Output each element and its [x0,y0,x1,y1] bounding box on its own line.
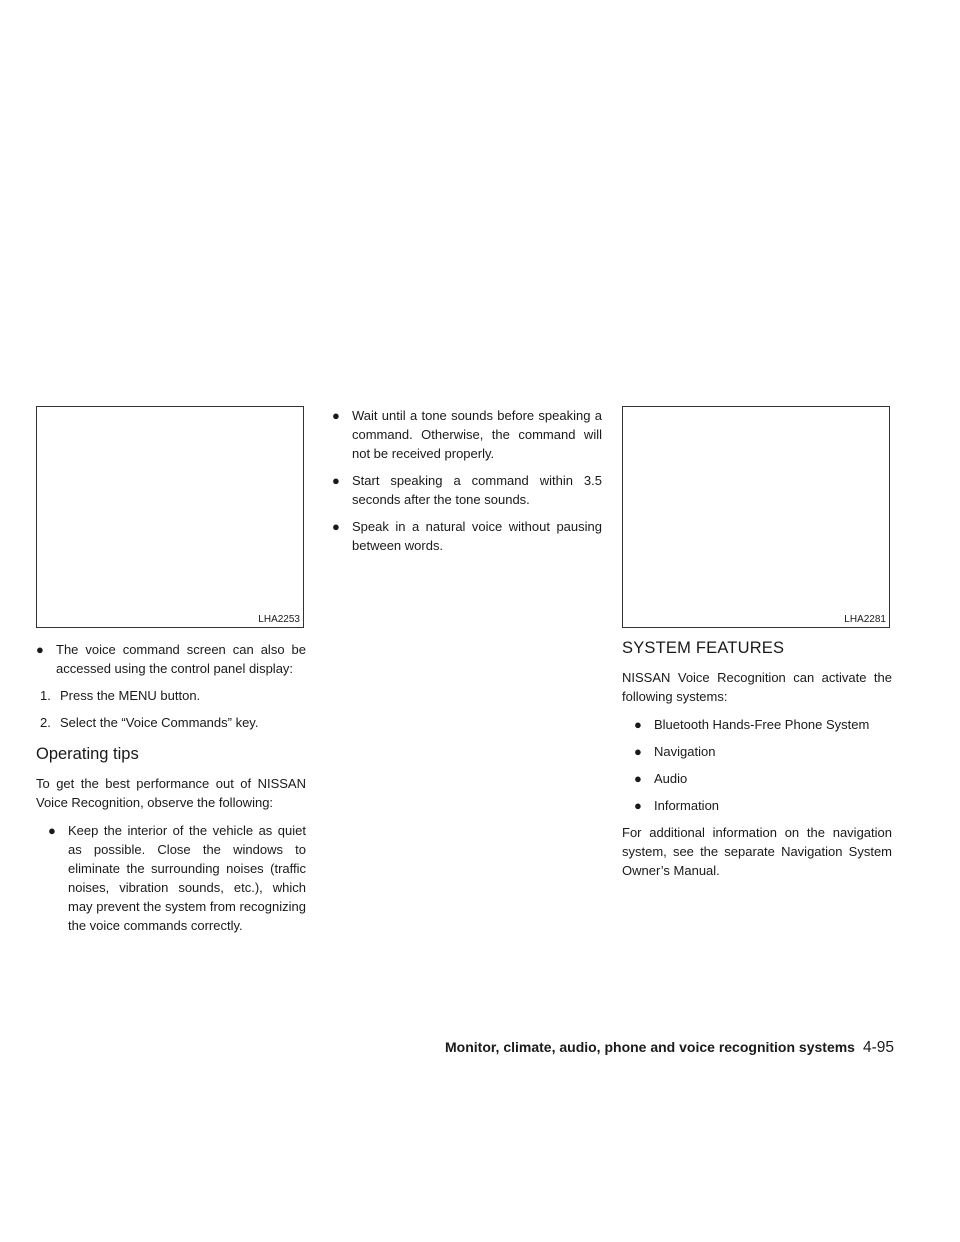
left-column [36,406,306,943]
subheading-operating-tips: Operating tips [36,745,139,763]
bullet-icon: ● [634,744,642,759]
list-item [332,517,602,555]
list-item [36,640,306,678]
step-item [40,686,306,705]
bullet-icon: ● [634,798,642,813]
paragraph: NISSAN Voice Recognition can activate the following systems: [622,670,892,704]
list-item-text: Speak in a natural voice without pausing between words. [352,519,602,553]
page-footer [445,1038,894,1057]
chapter-title: Monitor, climate, audio, phone and voice recognition systems [445,1039,855,1055]
list-item-text: Start speaking a command within 3.5 seconds after the tone sounds. [352,473,602,507]
bullet-icon: ● [36,642,44,657]
list-item-text: Information [654,798,720,813]
step-text: Press the MENU button. [60,688,201,703]
list-item [634,742,892,761]
list-item [332,406,602,463]
list-item-text: Keep the interior of the vehicle as quiet as possible. Close the windows to eliminate the surrounding noises (traffic noises, vibration sounds, etc.), which may prevent the system from recognizing the voice commands correctly. [68,823,306,933]
figure-system-features [622,406,890,628]
page-number: 4-95 [862,1039,894,1056]
bullet-icon: ● [48,823,56,838]
step-number: 1. [40,688,51,703]
figure-id: LHA2253 [258,614,300,625]
step-number: 2. [40,715,51,730]
paragraph: To get the best performance out of NISSAN Voice Recognition, observe the following: [36,776,306,810]
list-item [48,821,306,935]
list-item-text: Wait until a tone sounds before speaking a command. Otherwise, the command will not be received properly. [352,408,602,461]
figure-id: LHA2281 [844,614,886,625]
list-item [634,715,892,734]
middle-column [332,406,602,563]
list-item [332,471,602,509]
list-item-text: Audio [654,771,688,786]
bullet-icon: ● [634,771,642,786]
bullet-icon: ● [332,519,340,534]
list-item-text: Bluetooth Hands-Free Phone System [654,717,870,732]
step-text: Select the “Voice Commands” key. [60,715,259,730]
paragraph: For additional information on the navigation system, see the separate Navigation System Owner’s Manual. [622,825,892,878]
bullet-icon: ● [332,473,340,488]
figure-voice-command-screen [36,406,304,628]
list-item-text: The voice command screen can also be accessed using the control panel display: [56,642,306,676]
list-item [634,796,892,815]
bullet-icon: ● [634,717,642,732]
list-item-text: Navigation [654,744,716,759]
bullet-icon: ● [332,408,340,423]
section-heading-system-features: SYSTEM FEATURES [622,639,785,657]
right-column [622,406,892,889]
list-item [634,769,892,788]
step-item [40,713,306,732]
